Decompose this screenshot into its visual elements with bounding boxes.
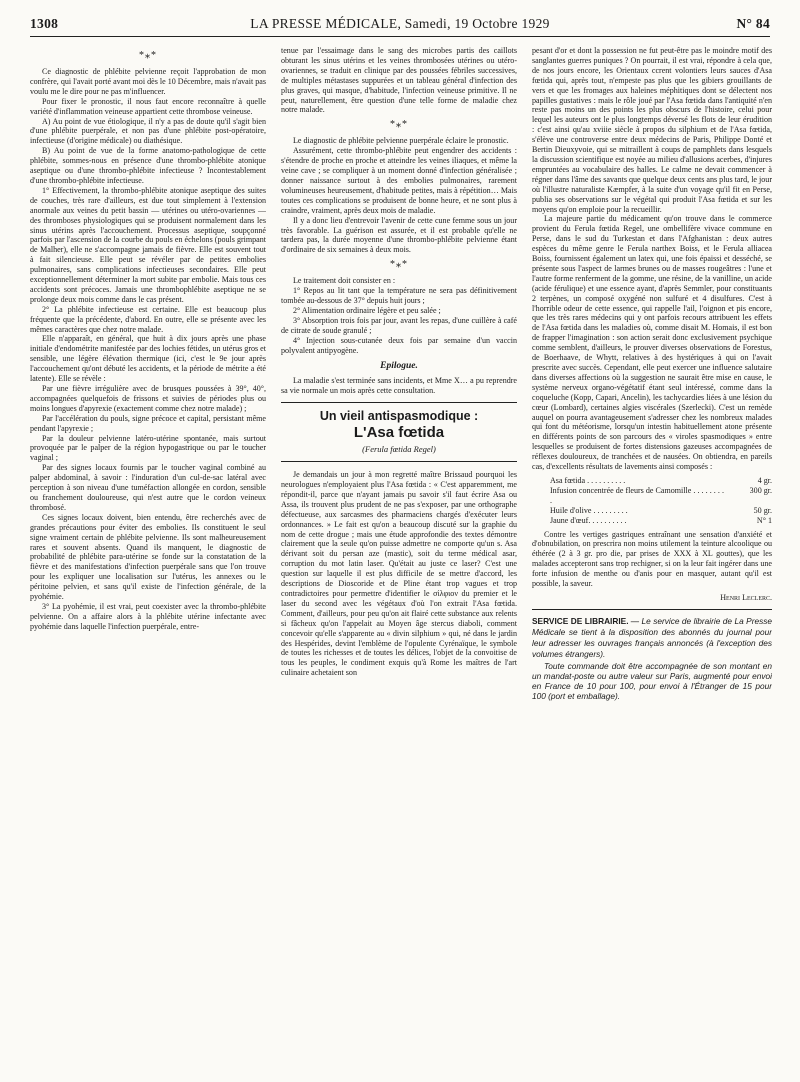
paragraph: Par la douleur pelvienne latéro-utérine spontanée, mais surtout provoquée par le palper de la région hypogastrique ou par le toucher vaginal ; — [30, 433, 266, 463]
service-text: — Le service de librairie de La Presse Médicale se tient à la disposition des abonnés du journal pour leur adresser les ouvrages français annoncés (à l'exception des volumes étrangers). — [532, 615, 772, 660]
paragraph: 2° La phlébite infectieuse est certaine. Elle est beaucoup plus fréquente que la précédente, d'abord. En outre, elle se présente avec les mêmes caractères que chez notre malade. — [30, 304, 266, 334]
paragraph: pesant d'or et dont la possession ne fut peut-être pas le moindre motif des sanglantes guerres puniques ? On pourrait, il est vrai, répondre à cela que, de nos jours encore, les Orientaux ccrent volontiers leurs sauces d'Asa fœtida qui, après tout, n'empeste pas plus que les gibiers grouillants de vers et que les fromages aux haleines méphitiques dont se délectent nos papilles gustatives : mais le rôle joué par l'Asa fœtida dans l'antiquité n'en reste pas moins un des points les plus obscurs de l'histoire, celui pour lequel les auteurs ont le plus longtemps déversé les flots de leur érudition : c'est ainsi qu'au xviiie siècle à propos du silphium et de l'Asa fœtida, s'élève une controverse entre deux médecins de Paris, Philippe Donté et Bertin Dieuxyvoie, qui se mitraillent à coups de pamphlets dans lesquels la discussion scientifique est noyée au milieu d'allusions acerbes, d'injures empruntées au vocabulaire des halles. Le calme ne devait commencer à régner dans l'âme des savants que quelque deux cents ans plus tard, le jour où l'illustre naturaliste Kæmpfer, à la suite d'un voyage qu'il fit en Perse, publia ses observations sur le végétal qui produit l'Asa fœtida et sur les moyens qu'on emploie pour la recueillir. — [532, 46, 772, 214]
service-title: SERVICE DE LIBRAIRIE. — [532, 615, 629, 626]
paragraph: Par une fièvre irrégulière avec de brusques poussées à 39°, 40°, accompagnées quelquefois de frissons et suivies de périodes plus ou moins longues d'apyrexie (exactement comme chez notre malade) ; — [30, 384, 266, 413]
column-2 — [281, 46, 517, 1072]
paragraph: Le diagnostic de phlébite pelvienne puerpérale éclaire le pronostic. — [293, 136, 509, 146]
article-heading — [281, 402, 517, 462]
issue-number: N° 84 — [736, 16, 770, 31]
paragraph: Par l'accélération du pouls, signe précoce et capital, persistant même pendant l'apyrexie ; — [30, 413, 266, 433]
article-subtitle: L'Asa fœtida — [353, 424, 445, 442]
paragraph: tenue par l'essaimage dans le sang des microbes partis des caillots obturant les sinus utérins et les veines thrombosées utérines ou utéro-ovariennes, se traduit en clinique par des poussées fébriles successives, de multiples métastases suppurées et un tableau général d'infection des plus graves, qui masque, d'habitude, l'infection veineuse primitive. Il ne peut, naturellement, être question d'une telle forme de maladie chez notre malade. — [281, 46, 517, 115]
treatment-item: 1° Repos au lit tant que la température ne sera pas définitivement tombée au-dessous de 37° depuis huit jours ; — [281, 286, 517, 306]
paragraph: Par des signes locaux fournis par le toucher vaginal combiné au palper abdominal, à savoir : l'induration d'un cul-de-sac latéral avec perception à son niveau d'une tuméfaction allongée en cordon, sensible ou franchement douloureuse, qui n'est autre que le cordon veineux thrombosé. — [30, 463, 266, 512]
section-separator: *⁎* — [390, 259, 408, 271]
treatment-item: 3° Absorption trois fois par jour, avant les repas, d'une cuillère à café de citrate de soude granulé ; — [281, 315, 517, 335]
journal-title: LA PRESSE MÉDICALE, Samedi, 19 Octobre 1929 — [250, 16, 550, 31]
paragraph: Ces signes locaux doivent, bien entendu, être recherchés avec de grandes précautions pour éviter des embolies. Ils constituent le seul signe vraiment certain de phlébite pelvienne. Ils sont malheureusement rares et souvent absents. Quand ils manquent, le diagnostic de probabilité de phlébite para-utérine se fonde sur la constatation de la fièvre et des manifestations d'infection puerpérale sans que l'on trouve pour les expliquer une localisation sur l'utérus, les annexes ou le péritoine pelvien, et sans qu'il existe de l'infection générale, de la pyohémie. — [30, 512, 266, 602]
section-separator: *⁎* — [390, 119, 408, 131]
page-number: 1308 — [30, 16, 59, 31]
column-1 — [30, 46, 266, 1072]
paragraph: La majeure partie du médicament qu'on trouve dans le commerce provient du Ferula fœtida Regel, une ombellifère vivace commune en Perse, dans le sud du Turkestan et dans l'Afghanistan : deux autres espèces du même genre le Ferula narthex Boiss, et le Ferula alliacea Boiss, fournissent également un latex qui, une fois épaissi et desséché, se présente sous l'aspect de larmes brunes ou de masses rougeâtres : l'une et l'autre forme renferment de la gomme, une résine, de la vanilline, un acide (acide férulique) et une essence ayant, d'après Semmler, pour constituants 2 terpènes, un composé oxygéné non sulfuré et 4 disulfures. C'est à l'horrible odeur de cette essence, qui rappelle l'ail, l'oignon et pis encore, que les très rares médecins qui y ont parfois recours attribuent les effets de l'Asa fœtida dans les maladies où, comme disait M. Homais, il est bon de frapper l'imagination : son action serait donc exclusivement psychique comme semblent, d'ailleurs, le prouver diverses observations de Forestus, de Boerhaave, de Whytt, relatives à des hystériques à qui on l'avait prescrite avec succès. Cependant, elle peut exercer une influence salutaire dans diverses affections où la suggestion ne saurait être mise en cause, le système nerveux organo-végétatif étant seul intéressé, comme dans la coqueluche (Kopp, Capari, Ancelin), les tachycardies liées à une lésion du cœur (Lombard), certaines algies viscérales (Szerlecki). C'est un remède auquel on pourra avantageusement s'adresser chez les nombreux malades qui font du météorisme, lorsqu'un intestin habituellement atone présente en différents points de son parcours des « viroles spasmodiques » entre lesquelles se produisent de fortes distensions gazeuses accompagnées de réflexes douloureux, de tranchées et de nausées. On obtiendra, en pareils cas, d'excellents résultats de lavements ainsi composés : — [532, 214, 772, 472]
recipe-quantity: 4 gr. — [757, 475, 772, 485]
recipe-row — [550, 476, 772, 486]
paragraph: 1° Effectivement, la thrombo-phlébite atonique aseptique des suites de couches, très rare d'ailleurs, est due tout simplement à l'extension anormale aux veines du petit bassin — utérines ou utéro-ovariennes — des thromboses physiologiques qui se produisent normalement dans les sinus utérins après l'accouchement. Processus aseptique, soupçonné parfois par l'ascension de la courbe du pouls en échelons (pouls grimpant de Malher), elle ne s'accompagne jamais de fièvre. Elle est souvent tout à fait silencieuse. Elle peut se révéler par de petites embolies pulmonaires, sans complications infectieuses secondaires. Elle peut exceptionnellement déterminer la mort subite par embolie. Mais tous ces accidents sont précoces. Jamais une thrombophlébite aseptique ne se prolonge deux mois comme dans le cas présent. — [30, 185, 266, 304]
epilogue-heading: Epilogue. — [380, 361, 418, 372]
service-text: Toute commande doit être accompagnée de son montant en un mandat-poste ou autre valeur sur Paris, augmenté pour envoi en France de 10 pour 100, pour envoi à l'Étranger de 15 pour 100 (port et emballage). — [532, 660, 772, 702]
paragraph: Contre les vertiges gastriques entraînant une sensation d'anxiété et d'obnubilation, on prescrira non moins utilement la teinture alcoolique ou éthérée (2 à 3 gr. pro die, par prises de XXX à XL gouttes), que les malades accepteront sans trop rechigner, si on la leur fait ingérer dans une forte infusion de menthe ou d'anis pour en masquer, autant qu'il est possible, la saveur. — [532, 529, 772, 589]
paragraph: Elle n'apparaît, en général, que huit à dix jours après une phase initiale d'endométrite manifestée par des lochies fétides, un utérus gros et sensible, une légère élévation thermique (ici, c'est le 9e jour après l'accouchement qu'ont débuté les accidents, et la période de métrite a été latente). Elle se révèle : — [30, 334, 266, 384]
paragraph: Le traitement doit consister en : — [293, 276, 396, 286]
recipe-row — [550, 486, 772, 506]
paragraph: Je demandais un jour à mon regretté maître Brissaud pourquoi les neurologues n'employaient plus l'Asa fœtida : « C'est apparemment, me répondit-il, parce que n'ayant jamais pu savoir s'il faut écrire Asa ou Assa, ils trouvent plus prudent de ne pas s'exposer, par une orthographe défectueuse, aux sarcasmes des pharmaciens chargés d'exécuter leurs ordonnances. » Le fait est qu'on a beaucoup discuté sur la graphie du nom de cette drogue ; mais une étude approfondie des textes démontre clairement que la seule qu'on puisse admettre ne comporte qu'un s. Asa dérivant soit du persan aze (mastic), soit du terme médical asar, corruption du mot latin laser. Qu'était au juste ce laser? C'est une question sur laquelle il est plus difficile de se mettre d'accord, les descriptions de Dioscoride et de Pline étant trop vagues et trop contradictoires pour permettre d'identifier le σίλφιον du premier et le laser du second avec les végétaux d'où l'on extrait l'Asa fœtida. Comment, d'ailleurs, pour peu qu'on ait flairé cette substance aux relents si fâcheux qu'on l'appelait au Moyen âge stercus diaboli, comment concevoir qu'elle s'apparente au « divin silphium » qui, né dans le jardin des Hespérides, devint l'emblème de l'opulente Cyrénaïque, le symbole de toutes les richesses et de toutes les délices, l'objet de la convoitise de tous les peuples, le condiment exquis qu'à Rome les maîtres de l'art culinaire achetaient son — [281, 470, 517, 678]
treatment-item: 2° Alimentation ordinaire légère et peu salée ; — [293, 305, 441, 315]
paragraph: Ce diagnostic de phlébite pelvienne reçoit l'approbation de mon confrère, qui l'avait porté avant moi dès le 10 Décembre, mais n'avait pas voulu me le dire pour ne pas m'influencer. — [30, 67, 266, 96]
paragraph: Assurément, cette thrombo-phlébite peut engendrer des accidents : s'étendre de proche en proche et atteindre les veines iliaques, et même la veine cave ; se compliquer à un moment donné d'infection généralisée ; donner naissance surtout à des embolies pulmonaires, rarement volumineuses heureusement, d'habitude petites, mais à répétition… Mais toutes ces complications se produisent de bonne heure, et ne sont plus à craindre, vraiment, après deux mois de maladie. — [281, 146, 517, 215]
recipe-list — [550, 476, 772, 526]
paragraph: 3° La pyohémie, il est vrai, peut coexister avec la thrombo-phlébite pelvienne. On a affaire alors à la phlébite utérine infectante avec pyohémie dans laquelle l'infection puerpérale, entre- — [30, 601, 266, 631]
recipe-item: Huile d'olive . . . . . . . . . — [550, 505, 628, 515]
paragraph: A) Au point de vue étiologique, il n'y a pas de doute qu'il s'agit bien d'une phlébite puerpérale, et non pas d'une phlébite post-opératoire, infectieuse (d'origine médicale) ou diathésique. — [30, 116, 266, 146]
library-service-notice — [532, 609, 772, 702]
paragraph: Il y a donc lieu d'entrevoir l'avenir de cette cune femme sous un jour très favorable. La guérison est assurée, et il est probable qu'elle ne tardera pas, la durée moyenne d'une thrombo-phlébite pelvienne étant d'ordinaire de six semaines à deux mois. — [281, 215, 517, 255]
paragraph: Pour fixer le pronostic, il nous faut encore reconnaître à quelle variété d'inflammation veineuse appartient cette thrombose veineuse. — [30, 96, 266, 116]
section-separator: *⁎* — [139, 50, 157, 61]
paragraph: La maladie s'est terminée sans incidents, et Mme X… a pu reprendre sa vie normale un mois après cette consultation. — [281, 376, 517, 396]
author-signature: Henri Leclerc. — [720, 592, 772, 602]
treatment-item: 4° Injection sous-cutanée deux fois par semaine d'un vaccin polyvalent antipyogène. — [281, 335, 517, 355]
recipe-quantity: 50 gr. — [753, 505, 772, 515]
recipe-quantity: 300 gr. — [749, 485, 772, 495]
page-header — [30, 14, 770, 37]
recipe-quantity: N° 1 — [756, 515, 772, 525]
paragraph: B) Au point de vue de la forme anatomo-pathologique de cette phlébite, sommes-nous en présence d'une thrombo-phlébite atonique aseptique ou d'une thrombo-phlébite infectieuse ? Incontestablement d'une thrombo-phlébite infectieuse. — [30, 146, 266, 185]
recipe-row — [550, 516, 772, 526]
article-latin-name: (Ferula fœtida Regel) — [362, 444, 436, 455]
article-title: Un vieil antispasmodique : — [319, 409, 479, 424]
column-3 — [532, 46, 772, 1072]
recipe-item: Infusion concentrée de fleurs de Camomille . . . . . . . . . — [550, 485, 724, 505]
recipe-row — [550, 506, 772, 516]
recipe-item: Asa fœtida . . . . . . . . . . — [550, 475, 626, 485]
recipe-item: Jaune d'œuf. . . . . . . . . . — [550, 515, 627, 525]
